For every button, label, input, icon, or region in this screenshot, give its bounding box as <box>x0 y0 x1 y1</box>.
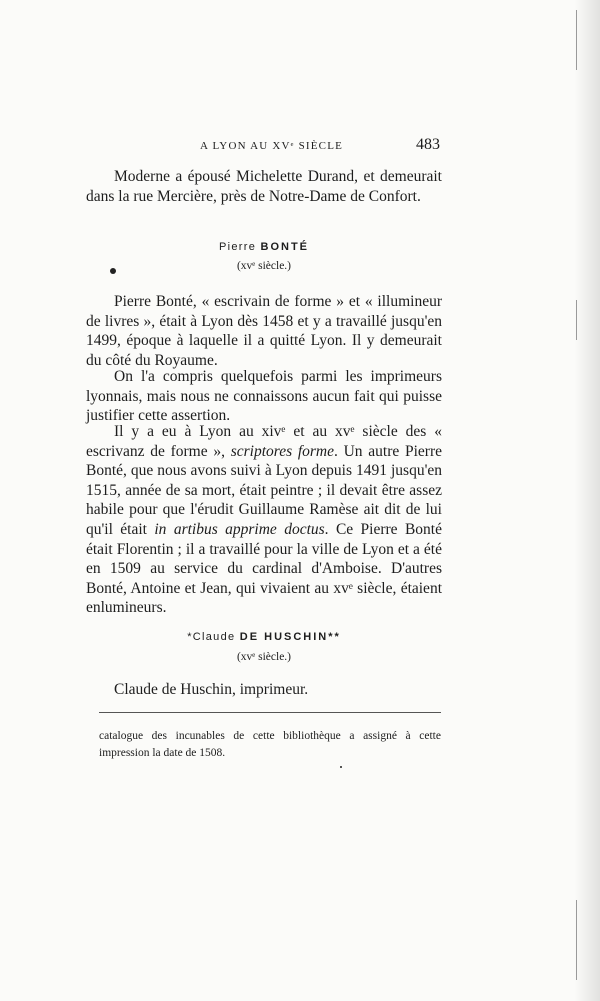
entry-heading-huschin <box>86 631 442 643</box>
bonte-paragraph-2 <box>86 367 442 426</box>
bonte-paragraph-3 <box>86 422 442 618</box>
bonte-text-1: Pierre Bonté, « escrivain de forme » et « illumineur de livres », était à Lyon dès 1458 et y a travaillé jusqu'en 1499, époque à laquelle il a quitté Lyon. Il y demeurait du côté du Royaume. <box>86 293 442 369</box>
intro-text: Moderne a épousé Michelette Durand, et demeurait dans la rue Mercière, près de Notre-Dame de Confort. <box>86 168 442 205</box>
bonte-paragraph-1 <box>86 292 442 370</box>
entry-surname: DE HUSCHIN** <box>239 631 341 643</box>
latin-phrase-1: scriptores forme <box>230 442 334 460</box>
page-edge-shadow <box>574 0 600 1001</box>
page-header <box>200 136 440 160</box>
entry-century-bonte: (xvᵉ siècle.) <box>236 260 292 272</box>
running-title: A LYON AU XVᵉ SIÈCLE <box>200 140 344 152</box>
bonte-text-3b: . Un autre Pierre Bonté, que nous avons suivi à Lyon depuis 1491 jusqu'en 1515, année de sa mort, était peintre ; il devait être assez habile pour que l'érudit Guillaume Ramèse ait dit de lui qu'il était <box>86 442 442 538</box>
intro-paragraph <box>86 167 442 206</box>
entry-heading-bonte <box>86 241 442 253</box>
huschin-paragraph <box>86 680 442 700</box>
huschin-text: Claude de Huschin, imprimeur. <box>114 681 309 698</box>
ink-spot <box>110 268 116 274</box>
latin-phrase-2: in artibus apprime doctus <box>154 520 325 538</box>
bonte-text-2: On l'a compris quelquefois parmi les imprimeurs lyonnais, mais nous ne connaissons aucun fait qui puisse justifier cette assertion. <box>86 368 442 425</box>
page-number: 483 <box>416 136 440 153</box>
ink-spot <box>340 766 342 768</box>
entry-name: Pierre <box>218 241 257 253</box>
entry-century-huschin: (xvᵉ siècle.) <box>236 651 292 663</box>
footnote-divider <box>99 712 441 713</box>
bonte-text-3a: Il y a eu à Lyon au xivᵉ et au xvᵉ siècle des « escrivanz de forme », <box>86 423 442 460</box>
entry-name: *Claude <box>187 631 236 643</box>
bonte-text-3c: . Ce Pierre Bonté était Florentin ; il a travaillé pour la ville de Lyon et a été en 1509 au service du cardinal d'Amboise. D'autres Bonté, Antoine et Jean, qui vivaient au xvᵉ siècle, étaient enlumineurs. <box>86 520 442 617</box>
entry-surname: BONTÉ <box>260 241 309 253</box>
footnote: catalogue des incunables de cette bibliothèque a assigné à cette impression la date de 1508. <box>99 730 441 759</box>
